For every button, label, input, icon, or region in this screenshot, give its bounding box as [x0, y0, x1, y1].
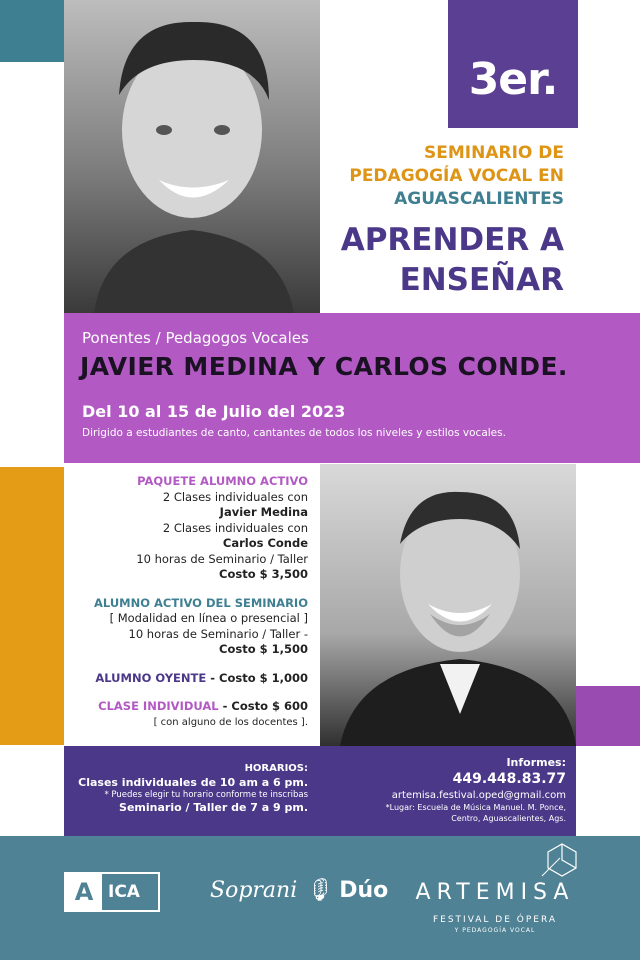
- main-title: [341, 220, 564, 300]
- package-alumno-activo-seminario: [72, 596, 308, 658]
- schedule-classes: Clases individuales de 10 am a 6 pm.: [78, 776, 308, 789]
- speaker-photo-carlos: [320, 464, 576, 746]
- package-teacher: Javier Medina: [219, 505, 308, 519]
- soprani-text: Soprani: [210, 878, 298, 903]
- package-title: ALUMNO ACTIVO DEL SEMINARIO: [94, 595, 308, 610]
- package-line: 10 horas de Seminario / Taller -: [128, 626, 308, 641]
- speaker-silhouette-2: [320, 464, 576, 746]
- duo-text: Dúo: [339, 878, 389, 903]
- package-line: 2 Clases individuales con: [162, 520, 308, 535]
- schedule-title: HORARIOS:: [244, 763, 308, 774]
- contact-title: Informes:: [506, 756, 566, 769]
- magenta-block-right: [576, 686, 640, 746]
- speaker-photo-javier: [64, 0, 320, 313]
- edition-number: 3er.: [468, 54, 558, 105]
- teal-block-top-left: [0, 0, 64, 62]
- contact-info: [380, 756, 566, 824]
- package-cost: - Costo $ 1,000: [206, 670, 308, 685]
- speakers-names: JAVIER MEDINA Y CARLOS CONDE.: [80, 352, 568, 381]
- schedule: [76, 762, 308, 815]
- seminar-title-line3: AGUASCALIENTES: [394, 189, 564, 209]
- package-cost: Costo $ 1,500: [219, 642, 308, 656]
- package-cost: Costo $ 3,500: [219, 567, 308, 581]
- package-alumno-activo: [72, 474, 308, 583]
- artemisa-subtitle-2: Y PEDAGOGÍA VOCAL: [454, 927, 536, 934]
- package-clase-individual: [72, 699, 308, 730]
- ica-mark-icon: A: [66, 874, 102, 910]
- schedule-seminar: Seminario / Taller de 7 a 9 pm.: [119, 801, 308, 814]
- package-title: CLASE INDIVIDUAL: [98, 699, 219, 713]
- package-cost: - Costo $ 600: [218, 699, 308, 713]
- package-line: 10 horas de Seminario / Taller: [136, 551, 308, 566]
- artemisa-subtitle-1: FESTIVAL DE ÓPERA: [432, 915, 558, 925]
- seminar-title: [349, 142, 564, 211]
- speaker-silhouette-1: [64, 0, 320, 313]
- event-audience: Dirigido a estudiantes de canto, cantantes de todos los niveles y estilos vocales.: [82, 427, 506, 439]
- speakers-label: Ponentes / Pedagogos Vocales: [82, 329, 309, 347]
- main-title-line1: APRENDER A: [340, 222, 564, 258]
- soprani-duo-logo: [210, 878, 388, 903]
- artemisa-name: ARTEMISA: [415, 880, 575, 905]
- package-title: ALUMNO OYENTE: [95, 670, 207, 685]
- ica-text: ICA: [108, 882, 140, 902]
- seminar-title-line2: PEDAGOGÍA VOCAL EN: [349, 166, 564, 186]
- schedule-note: * Puedes elegir tu horario conforme te inscribas: [104, 790, 308, 800]
- package-note: [ con alguno de los docentes ].: [153, 716, 308, 728]
- packages-list: [72, 474, 308, 743]
- event-dates: Del 10 al 15 de Julio del 2023: [82, 402, 346, 421]
- seminar-title-line1: SEMINARIO DE: [424, 143, 564, 163]
- orange-block-left: [0, 467, 64, 745]
- contact-place-line1: *Lugar: Escuela de Música Manuel. M. Ponce,: [385, 803, 566, 812]
- contact-place-line2: Centro, Aguascalientes, Ags.: [451, 814, 566, 823]
- package-teacher: Carlos Conde: [222, 536, 308, 550]
- artemisa-logo: [412, 880, 578, 934]
- package-alumno-oyente: [72, 671, 308, 687]
- package-line: 2 Clases individuales con: [162, 489, 308, 504]
- artemisa-cube-icon: [540, 838, 580, 878]
- ica-logo: [64, 872, 160, 912]
- main-title-line2: ENSEÑAR: [399, 262, 564, 298]
- contact-phone[interactable]: 449.448.83.77: [452, 771, 566, 787]
- package-title: PAQUETE ALUMNO ACTIVO: [137, 474, 308, 488]
- package-line: [ Modalidad en línea o presencial ]: [109, 611, 308, 625]
- contact-email[interactable]: artemisa.festival.oped@gmail.com: [391, 790, 566, 801]
- microphone-icon: 🎙: [304, 878, 333, 903]
